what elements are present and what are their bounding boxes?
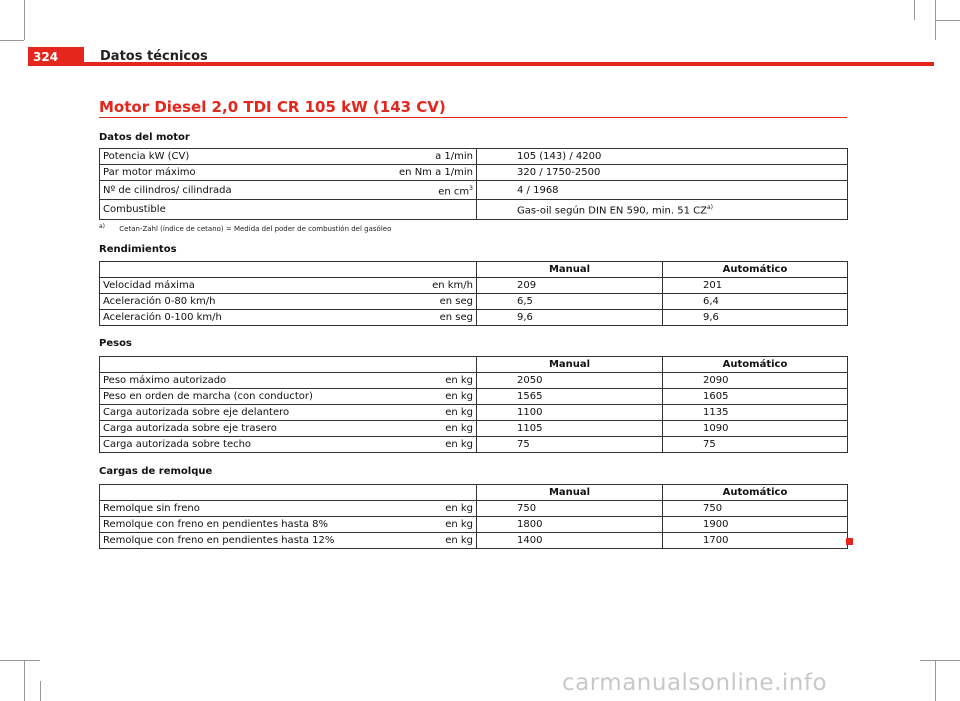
engine-label: Nº de cilindros/ cilindrada bbox=[100, 181, 381, 200]
table-row bbox=[100, 533, 848, 549]
manual-value: 1565 bbox=[477, 389, 663, 405]
table-header-row bbox=[100, 357, 848, 373]
trailer-heading: Cargas de remolque bbox=[99, 466, 213, 477]
auto-value: 201 bbox=[663, 278, 848, 294]
engine-value: 4 / 1968 bbox=[477, 181, 848, 200]
row-unit: en kg bbox=[381, 517, 477, 533]
manual-value: 1105 bbox=[477, 421, 663, 437]
crop-mark bbox=[935, 660, 936, 701]
row-unit: en kg bbox=[381, 501, 477, 517]
manual-value: 2050 bbox=[477, 373, 663, 389]
auto-value: 1090 bbox=[663, 421, 848, 437]
manual-value: 75 bbox=[477, 437, 663, 453]
auto-value: 1135 bbox=[663, 405, 848, 421]
row-label: Aceleración 0-80 km/h bbox=[100, 294, 381, 310]
engine-value: Gas-oil según DIN EN 590, min. 51 CZ bbox=[517, 205, 707, 217]
weights-heading: Pesos bbox=[99, 338, 132, 349]
col-manual: Manual bbox=[477, 262, 663, 278]
manual-value: 1100 bbox=[477, 405, 663, 421]
auto-value: 75 bbox=[663, 437, 848, 453]
engine-value: 320 / 1750-2500 bbox=[477, 165, 848, 181]
row-label: Remolque con freno en pendientes hasta 8% bbox=[100, 517, 381, 533]
auto-value: 9,6 bbox=[663, 310, 848, 326]
manual-value: 209 bbox=[477, 278, 663, 294]
footnote-ref: a) bbox=[706, 204, 714, 212]
crop-mark bbox=[24, 0, 25, 40]
section-title: Motor Diesel 2,0 TDI CR 105 kW (143 CV) bbox=[99, 98, 446, 116]
trailer-table bbox=[99, 484, 848, 549]
footnote bbox=[99, 223, 391, 233]
row-unit: en kg bbox=[381, 437, 477, 453]
auto-value: 750 bbox=[663, 501, 848, 517]
auto-value: 1900 bbox=[663, 517, 848, 533]
row-label: Aceleración 0-100 km/h bbox=[100, 310, 381, 326]
row-unit: en kg bbox=[381, 405, 477, 421]
engine-label: Combustible bbox=[100, 200, 381, 219]
manual-value: 1400 bbox=[477, 533, 663, 549]
auto-value: 2090 bbox=[663, 373, 848, 389]
table-row bbox=[100, 389, 848, 405]
auto-value: 1605 bbox=[663, 389, 848, 405]
watermark: carmanualsonline.info bbox=[562, 670, 828, 696]
table-row bbox=[100, 373, 848, 389]
crop-mark bbox=[935, 20, 960, 21]
crop-mark bbox=[0, 660, 40, 661]
page-header-title: Datos técnicos bbox=[100, 49, 208, 64]
row-unit: en kg bbox=[381, 421, 477, 437]
row-unit: en km/h bbox=[381, 278, 477, 294]
engine-unit: a 1/min bbox=[381, 149, 477, 165]
row-label: Carga autorizada sobre eje trasero bbox=[100, 421, 381, 437]
col-auto: Automático bbox=[663, 357, 848, 373]
row-label: Remolque sin freno bbox=[100, 501, 381, 517]
row-label: Carga autorizada sobre eje delantero bbox=[100, 405, 381, 421]
manual-value: 6,5 bbox=[477, 294, 663, 310]
crop-mark bbox=[40, 681, 41, 701]
end-of-section-marker bbox=[846, 538, 853, 545]
weights-table bbox=[99, 356, 848, 453]
engine-value: 105 (143) / 4200 bbox=[477, 149, 848, 165]
title-underline bbox=[99, 117, 847, 118]
manual-value: 9,6 bbox=[477, 310, 663, 326]
performance-heading: Rendimientos bbox=[99, 244, 177, 255]
manual-value: 1800 bbox=[477, 517, 663, 533]
row-label: Velocidad máxima bbox=[100, 278, 381, 294]
table-row bbox=[100, 278, 848, 294]
crop-mark bbox=[914, 0, 915, 20]
engine-unit: en Nm a 1/min bbox=[381, 165, 477, 181]
col-auto: Automático bbox=[663, 485, 848, 501]
footnote-text: Cetan-Zahl (índice de cetano) = Medida del poder de combustión del gasóleo bbox=[119, 225, 392, 234]
col-auto: Automático bbox=[663, 262, 848, 278]
col-manual: Manual bbox=[477, 485, 663, 501]
engine-value-cell bbox=[477, 200, 848, 219]
table-header-row bbox=[100, 262, 848, 278]
table-row bbox=[100, 437, 848, 453]
row-unit: en kg bbox=[381, 533, 477, 549]
row-label: Peso en orden de marcha (con conductor) bbox=[100, 389, 381, 405]
table-header-row bbox=[100, 485, 848, 501]
row-label: Peso máximo autorizado bbox=[100, 373, 381, 389]
row-unit: en seg bbox=[381, 310, 477, 326]
table-row bbox=[100, 181, 848, 200]
row-label: Carga autorizada sobre techo bbox=[100, 437, 381, 453]
performance-table bbox=[99, 261, 848, 326]
table-row bbox=[100, 517, 848, 533]
auto-value: 1700 bbox=[663, 533, 848, 549]
crop-mark bbox=[920, 660, 960, 661]
table-row bbox=[100, 294, 848, 310]
table-row bbox=[100, 200, 848, 219]
auto-value: 6,4 bbox=[663, 294, 848, 310]
engine-unit bbox=[381, 200, 477, 219]
page-number: 324 bbox=[33, 50, 59, 64]
table-row bbox=[100, 310, 848, 326]
table-row bbox=[100, 501, 848, 517]
engine-label: Par motor máximo bbox=[100, 165, 381, 181]
engine-unit-cell bbox=[381, 181, 477, 200]
engine-label: Potencia kW (CV) bbox=[100, 149, 381, 165]
table-row bbox=[100, 405, 848, 421]
crop-mark bbox=[24, 660, 25, 701]
row-label: Remolque con freno en pendientes hasta 12% bbox=[100, 533, 381, 549]
row-unit: en kg bbox=[381, 389, 477, 405]
table-row bbox=[100, 165, 848, 181]
engine-table bbox=[99, 148, 848, 220]
engine-heading: Datos del motor bbox=[99, 132, 190, 143]
engine-unit: en cm bbox=[438, 186, 470, 198]
footnote-marker: a) bbox=[99, 223, 106, 230]
table-row bbox=[100, 421, 848, 437]
unit-superscript: 3 bbox=[469, 185, 473, 192]
row-unit: en seg bbox=[381, 294, 477, 310]
col-manual: Manual bbox=[477, 357, 663, 373]
table-row bbox=[100, 149, 848, 165]
row-unit: en kg bbox=[381, 373, 477, 389]
manual-value: 750 bbox=[477, 501, 663, 517]
crop-mark bbox=[0, 40, 24, 41]
